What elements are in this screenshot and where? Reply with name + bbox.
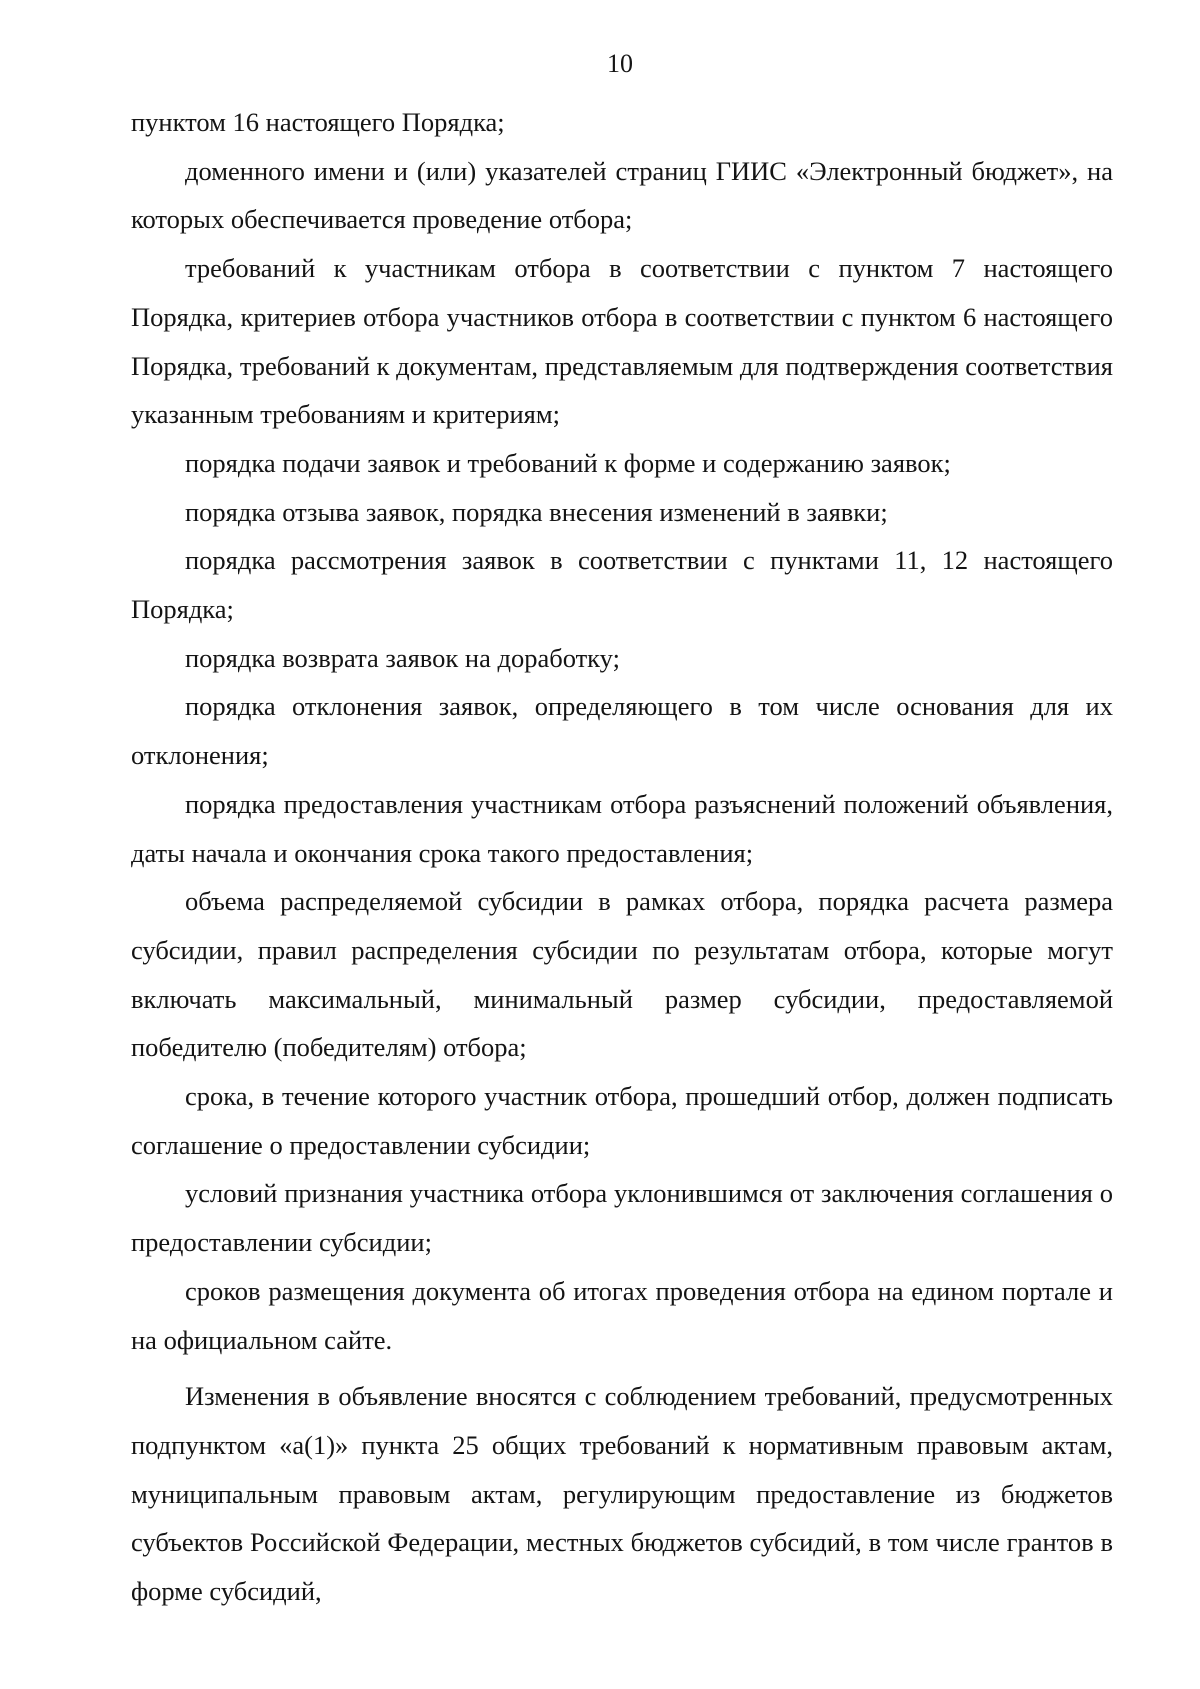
- paragraph: порядка подачи заявок и требований к форме и содержанию заявок;: [185, 447, 951, 478]
- paragraph: пунктом 16 настоящего Порядка;: [131, 107, 505, 137]
- paragraph: порядка отзыва заявок, порядка внесения изменений в заявки;: [185, 496, 888, 527]
- document-body: [131, 98, 1113, 1616]
- paragraph: доменного имени и (или) указателей страниц ГИИС «Электронный бюджет», на которых обеспечивается проведение отбора;: [131, 155, 1113, 235]
- paragraph: объема распределяемой субсидии в рамках отбора, порядка расчета размера субсидии, правил распределения субсидии по результатам отбора, которые могут включать максимальный, минимальный размер субсидии, предоставляемой победителю (победителям) отбора;: [131, 886, 1113, 1063]
- paragraph: условий признания участника отбора уклонившимся от заключения соглашения о предоставлении субсидии;: [131, 1178, 1113, 1258]
- paragraph: порядка возврата заявок на доработку;: [185, 642, 620, 673]
- paragraph: Изменения в объявление вносятся с соблюдением требований, предусмотренных подпунктом «а(1)» пункта 25 общих требований к нормативным правовым актам, муниципальным правовым актам, регулирующим предоставление из бюджетов субъектов Российской Федерации, местных бюджетов субсидий, в том числе грантов в форме субсидий,: [131, 1381, 1113, 1607]
- paragraph: сроков размещения документа об итогах проведения отбора на едином портале и на официальном сайте.: [131, 1275, 1113, 1355]
- paragraph: требований к участникам отбора в соответствии с пунктом 7 настоящего Порядка, критериев отбора участников отбора в соответствии с пунктом 6 настоящего Порядка, требований к документам, представляемым для подтверждения соответствия указанным требованиям и критериям;: [131, 253, 1113, 430]
- paragraph: порядка предоставления участникам отбора разъяснений положений объявления, даты начала и окончания срока такого предоставления;: [131, 788, 1113, 868]
- paragraph: порядка отклонения заявок, определяющего в том числе основания для их отклонения;: [131, 691, 1113, 771]
- paragraph: срока, в течение которого участник отбора, прошедший отбор, должен подписать соглашение о предоставлении субсидии;: [131, 1081, 1113, 1160]
- page-number: 10: [607, 49, 633, 78]
- paragraph: порядка рассмотрения заявок в соответствии с пунктами 11, 12 настоящего Порядка;: [131, 545, 1113, 625]
